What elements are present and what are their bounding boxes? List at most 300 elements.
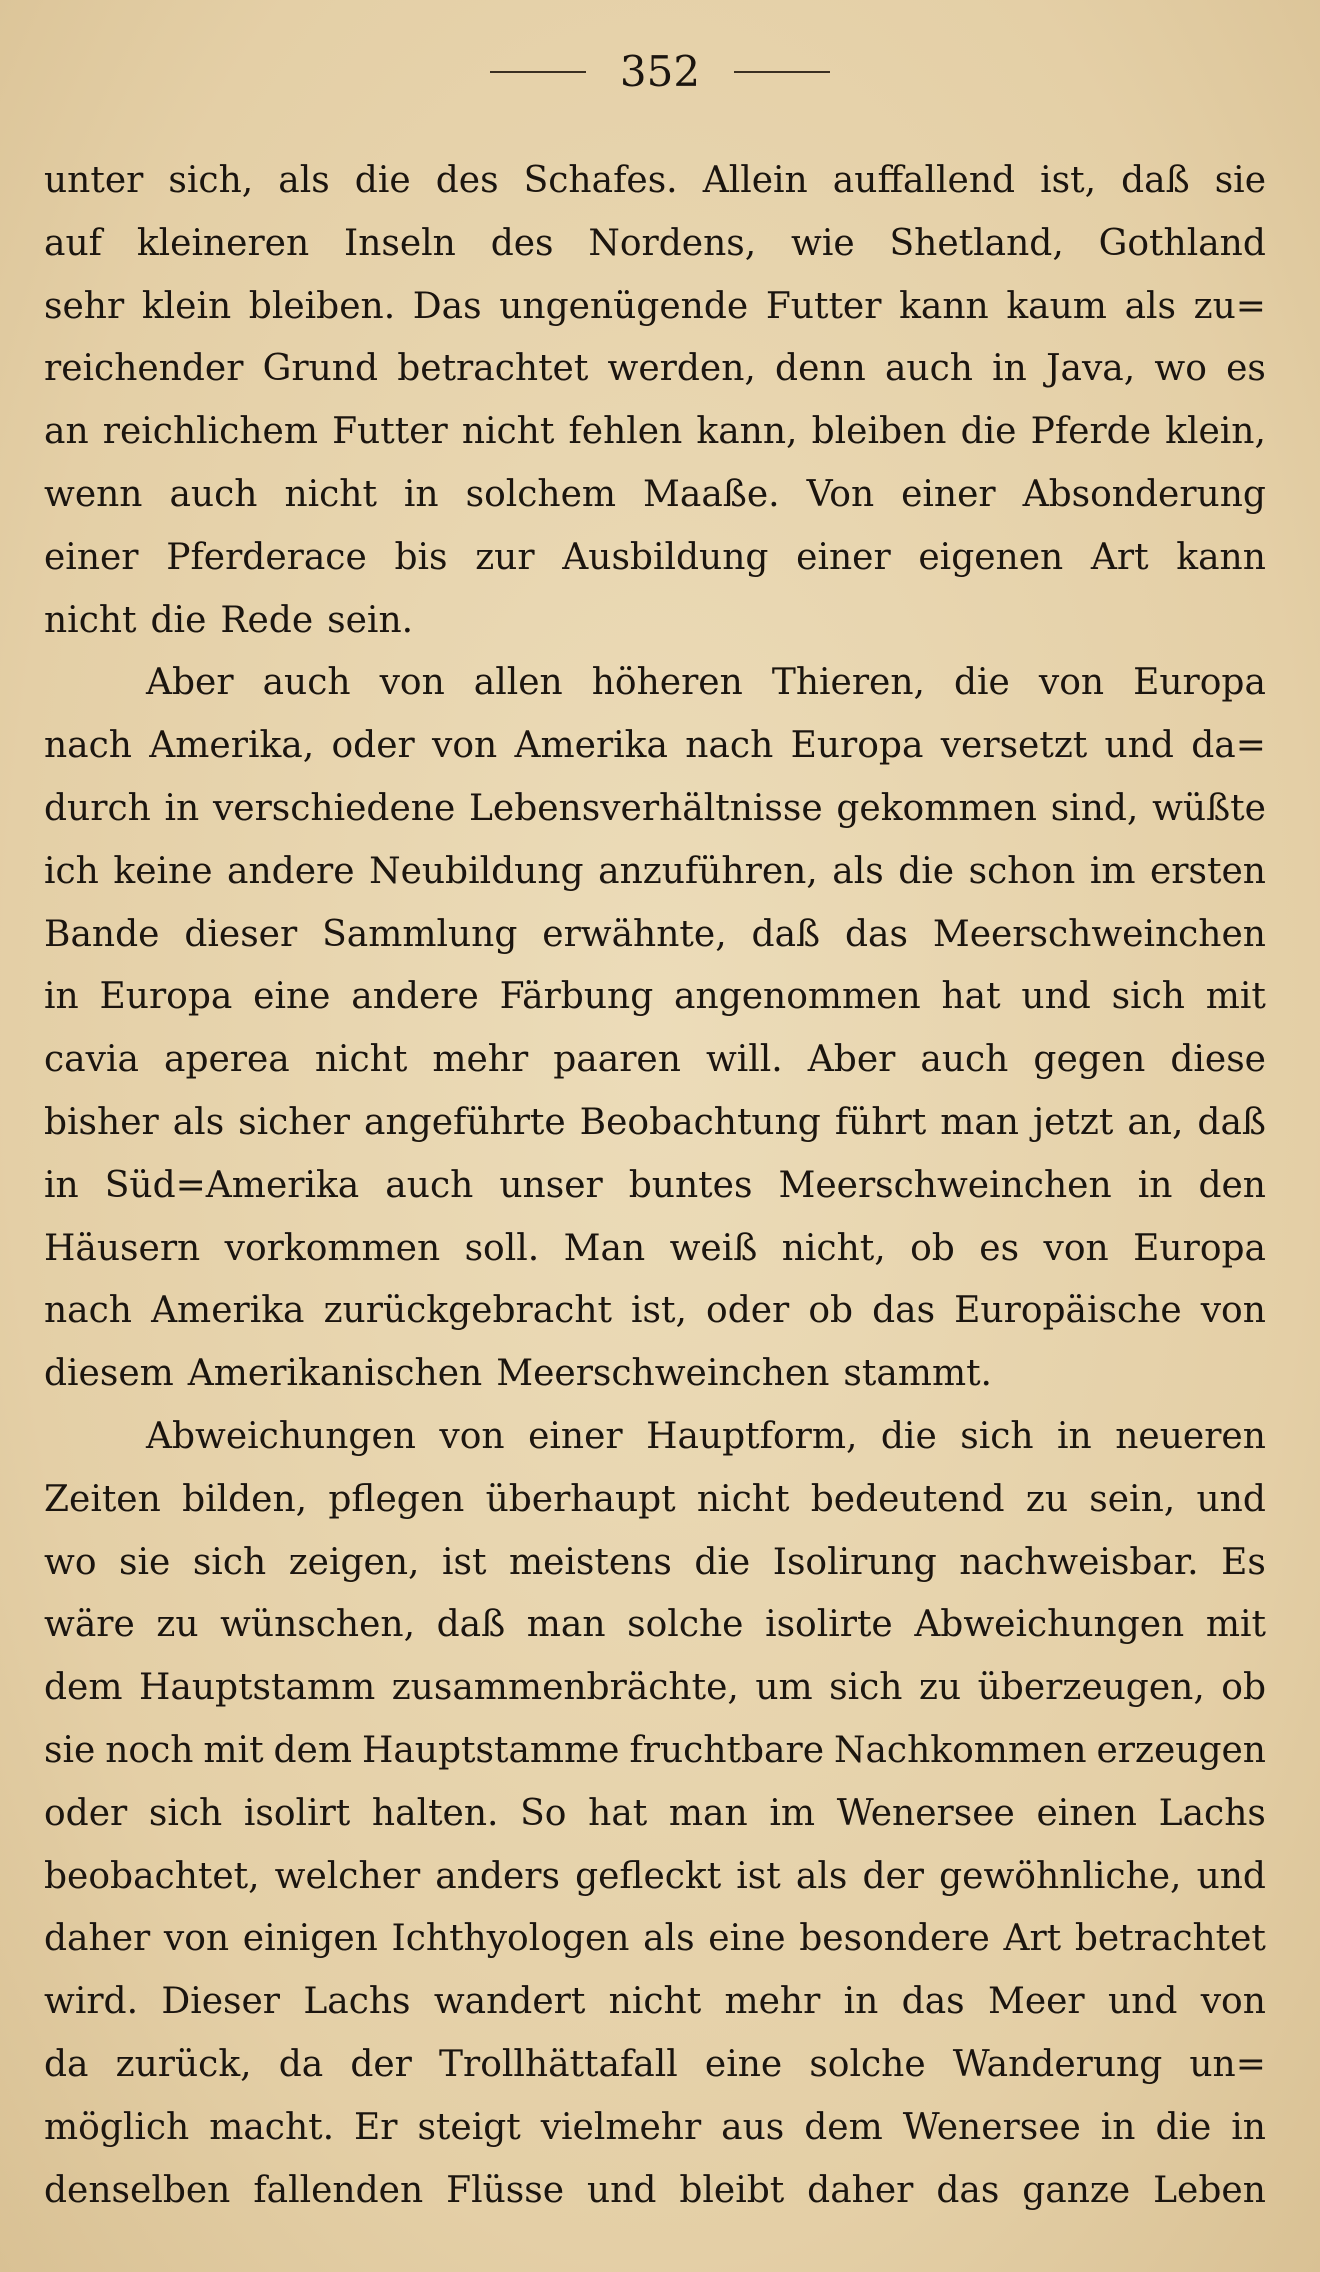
text-line (44, 1532, 1266, 1595)
word: das (844, 913, 908, 955)
word: bisher (44, 1101, 159, 1143)
word: auch (920, 1039, 1009, 1081)
word: Bande (44, 913, 160, 955)
word: im (769, 1792, 816, 1834)
word: Wanderung (952, 2043, 1163, 2085)
word: von (439, 1415, 505, 1457)
word: oder (706, 1290, 790, 1332)
word: sich (829, 1667, 903, 1709)
word: einer (44, 536, 139, 578)
word: betrachtet (397, 348, 589, 390)
word: die (960, 411, 1017, 453)
word: will. (705, 1039, 783, 1081)
word: zeigen, (288, 1541, 420, 1583)
page-header (0, 42, 1320, 102)
word: eine (253, 976, 331, 1018)
word: mehr (432, 1039, 529, 1081)
word: Dieser (161, 1981, 281, 2023)
word: jetzt (1032, 1101, 1114, 1143)
word: Europa (1133, 662, 1266, 704)
word: Thieren, (771, 662, 925, 704)
word: ungenügende (499, 285, 749, 327)
word: zusammenbrächte, (391, 1667, 739, 1709)
word: nicht (608, 1981, 702, 2023)
word: Nordens, (588, 222, 757, 264)
word: Art (1090, 536, 1149, 578)
word: Shetland, (889, 222, 1064, 264)
word: nicht, (781, 1227, 886, 1269)
word: von (379, 662, 445, 704)
word: des (490, 222, 554, 264)
word: mit (203, 1729, 264, 1771)
word: versetzt (940, 725, 1088, 767)
word: gefleckt (575, 1855, 722, 1897)
word: sie (44, 1729, 96, 1771)
word: Zeiten (44, 1478, 161, 1520)
word: Von (806, 473, 875, 515)
word: andere (351, 976, 479, 1018)
word: in (44, 976, 79, 1018)
word: in (992, 348, 1027, 390)
word: es (1226, 348, 1266, 390)
word: Amerika (514, 725, 668, 767)
word: stammt. (843, 1353, 992, 1395)
word: Meerschweinchen (932, 913, 1266, 955)
word: wüßte (1152, 787, 1266, 829)
word: ich (44, 850, 99, 892)
word: kleineren (136, 222, 310, 264)
word: daß (1121, 160, 1190, 201)
word: kann, (696, 411, 798, 453)
word: bis (394, 536, 448, 578)
word: und (1107, 1981, 1178, 2023)
word: wandert (433, 1981, 586, 2023)
word: von (163, 1918, 230, 1960)
word: Häusern (44, 1227, 201, 1269)
word: ist (736, 1855, 781, 1897)
word: allen (473, 662, 563, 704)
word: keine (113, 850, 213, 892)
word: dieser (184, 913, 298, 955)
text-line (44, 213, 1266, 276)
word: isolirt (243, 1792, 351, 1834)
word: vielmehr (540, 2106, 702, 2148)
text-line (44, 2034, 1266, 2097)
word: die (953, 662, 1010, 704)
word: diesem (44, 1353, 174, 1395)
word: ob (910, 1227, 955, 1269)
word: einer (528, 1415, 623, 1457)
word: von (432, 725, 498, 767)
word: reichlichem (102, 411, 318, 453)
word: ganze (1022, 2169, 1131, 2211)
word: Ausbildung (562, 536, 769, 578)
word: Abweichungen (914, 1604, 1185, 1646)
word: wie (791, 222, 855, 264)
text-line (44, 1343, 1266, 1406)
text-line (44, 1469, 1266, 1532)
word: erzeugen (1096, 1729, 1266, 1771)
word: aperea (163, 1039, 290, 1081)
word: Wenersee (836, 1792, 1015, 1834)
word: klein, (1165, 411, 1266, 453)
word: das (872, 1290, 936, 1332)
word: Java, (1046, 348, 1136, 390)
word: gegen (1033, 1039, 1146, 1081)
word: Amerikanischen (187, 1353, 483, 1395)
word: möglich (44, 2106, 190, 2148)
text-line (44, 1908, 1266, 1971)
word: vorkommen (224, 1227, 441, 1269)
word: auffallend (832, 160, 1016, 201)
word: Beobachtung (579, 1101, 821, 1143)
word: wünschen, (220, 1604, 416, 1646)
word: nach (44, 725, 132, 767)
word: die (1155, 2106, 1212, 2148)
text-line (44, 1657, 1266, 1720)
word: zurück, (115, 2043, 252, 2085)
word: in (44, 1164, 79, 1206)
word: Abweichungen (146, 1415, 416, 1457)
page-number: 352 (619, 47, 701, 96)
word: einen (1036, 1792, 1137, 1834)
word: aus (721, 2106, 785, 2148)
word: mehr (724, 1981, 821, 2023)
text-line (44, 1406, 1266, 1469)
word: soll. (464, 1227, 540, 1269)
word: wird. (44, 1981, 139, 2023)
text-line (44, 1280, 1266, 1343)
word: Rede (220, 599, 314, 641)
text-line (44, 1029, 1266, 1092)
word: reichender (44, 348, 244, 390)
word: und (1021, 976, 1091, 1018)
word: So (520, 1792, 567, 1834)
word: sie (119, 1541, 171, 1583)
word: Europa (790, 725, 924, 767)
word: Hauptstamme (361, 1729, 620, 1771)
word: und (1196, 1478, 1266, 1520)
word: Art (1003, 1918, 1062, 1960)
word: sich (960, 1415, 1034, 1457)
word: ob (1221, 1667, 1266, 1709)
word: den (1198, 1164, 1266, 1206)
word: sein. (327, 599, 414, 641)
word: durch (44, 787, 151, 829)
word: ist, (1040, 160, 1097, 201)
word: von (1200, 1981, 1266, 2023)
text-line (44, 590, 1266, 653)
word: da= (1191, 725, 1266, 767)
word: mit (1205, 976, 1266, 1018)
word: bleiben (811, 411, 947, 453)
word: wäre (44, 1604, 135, 1646)
word: zu= (1193, 285, 1266, 327)
word: nicht (461, 411, 555, 453)
word: Nachkommen (833, 1729, 1087, 1771)
word: auch (169, 473, 258, 515)
word: nach (685, 725, 774, 767)
word: Flüsse (446, 2169, 565, 2211)
word: zu (918, 1667, 962, 1709)
word: des (435, 160, 499, 201)
word: gekommen (836, 787, 1037, 829)
word: wo (1154, 348, 1207, 390)
word: höheren (591, 662, 743, 704)
word: hat (588, 1792, 648, 1834)
word: der (350, 2043, 412, 2085)
word: Hauptstamm (138, 1667, 376, 1709)
word: Ichthyologen (391, 1918, 630, 1960)
word: Sammlung (322, 913, 518, 955)
word: zu (156, 1604, 199, 1646)
text-line (44, 1720, 1266, 1783)
word: dem (44, 1667, 123, 1709)
word: sich (192, 1541, 267, 1583)
word: ob (808, 1290, 854, 1332)
word: Aber (146, 662, 234, 704)
word: in (1057, 1415, 1092, 1457)
word: Lachs (303, 1981, 411, 2023)
word: paaren (553, 1039, 681, 1081)
word: nicht (314, 1039, 408, 1081)
word: Amerika (151, 1290, 305, 1332)
word: ist, (631, 1290, 687, 1332)
word: eine (708, 1918, 786, 1960)
word: von (1200, 1290, 1266, 1332)
text-line (44, 966, 1266, 1029)
word: sehr (44, 285, 125, 327)
word: Europa (99, 976, 233, 1018)
text-line (44, 527, 1266, 590)
word: da (278, 2043, 324, 2085)
word: nicht (44, 599, 137, 641)
word: Europäische (954, 1290, 1182, 1332)
word: Futter (765, 285, 882, 327)
word: buntes (628, 1164, 753, 1206)
word: cavia (44, 1039, 139, 1081)
word: klein (141, 285, 232, 327)
text-line (44, 2097, 1266, 2160)
word: nicht (696, 1478, 790, 1520)
word: solchem (465, 473, 617, 515)
word: sind, (1050, 787, 1139, 829)
word: kann (899, 285, 989, 327)
word: als (832, 850, 884, 892)
word: denn (775, 348, 866, 390)
word: und (1104, 725, 1174, 767)
word: mit (1205, 1604, 1266, 1646)
word: solche (809, 2043, 926, 2085)
word: Hauptform, (646, 1415, 858, 1457)
word: wenn (44, 473, 143, 515)
word: einer (901, 473, 996, 515)
word: Färbung (499, 976, 654, 1018)
word: bleiben. (248, 285, 396, 327)
word: an, (1127, 1101, 1184, 1143)
text-line (44, 715, 1266, 778)
word: und (1196, 1855, 1266, 1897)
word: an (44, 411, 89, 453)
word: daher (44, 1918, 151, 1960)
text-line (44, 464, 1266, 527)
text-line (44, 841, 1266, 904)
word: schon (968, 850, 1076, 892)
word: macht. (209, 2106, 335, 2148)
word: das (901, 1981, 965, 2023)
word: weiß (669, 1227, 758, 1269)
word: nach (44, 1290, 132, 1332)
word: eigenen (918, 536, 1064, 578)
word: als (1124, 285, 1177, 327)
word: eine (704, 2043, 783, 2085)
text-line (44, 1594, 1266, 1657)
word: als (643, 1918, 695, 1960)
word: noch (105, 1729, 194, 1771)
word: das (936, 2169, 1000, 2211)
word: gewöhnliche, (939, 1855, 1182, 1897)
word: Pferde (1030, 411, 1152, 453)
body-text (44, 150, 1266, 2222)
word: unter (44, 160, 144, 201)
word: nicht (284, 473, 377, 515)
word: beobachtet, (44, 1855, 260, 1897)
text-line (44, 904, 1266, 967)
word: sicher (238, 1101, 351, 1143)
word: anders (435, 1855, 560, 1897)
word: ist (441, 1541, 487, 1583)
word: Isolirung (772, 1541, 937, 1583)
word: in (843, 1981, 879, 2023)
word: steigt (417, 2106, 521, 2148)
word: Gothland (1098, 222, 1266, 264)
word: bilden, (182, 1478, 308, 1520)
word: daß (1197, 1101, 1266, 1143)
word: Leben (1153, 2169, 1266, 2211)
word: betrachtet (1074, 1918, 1266, 1960)
text-line (44, 1846, 1266, 1909)
word: wo (44, 1541, 97, 1583)
word: kann (1176, 536, 1266, 578)
text-line (44, 778, 1266, 841)
word: man (940, 1101, 1019, 1143)
word: Schafes. (523, 160, 678, 201)
word: besondere (799, 1918, 990, 1960)
word: im (1089, 850, 1136, 892)
word: Lachs (1158, 1792, 1266, 1834)
word: Neubildung (369, 850, 584, 892)
word: Wenersee (902, 2106, 1081, 2148)
word: als (795, 1855, 848, 1897)
text-line (44, 276, 1266, 339)
word: Meer (987, 1981, 1085, 2023)
word: unser (499, 1164, 603, 1206)
text-line (44, 652, 1266, 715)
word: dem (273, 1729, 352, 1771)
text-line (44, 401, 1266, 464)
word: Absonderung (1022, 473, 1266, 515)
word: fehlen (568, 411, 683, 453)
text-line (44, 150, 1266, 213)
word: andere (227, 850, 355, 892)
word: welcher (274, 1855, 421, 1897)
word: die (354, 160, 411, 201)
text-line (44, 338, 1266, 401)
word: Man (563, 1227, 646, 1269)
word: zur (475, 536, 535, 578)
word: führt (834, 1101, 927, 1143)
word: Meerschweinchen (778, 1164, 1112, 1206)
word: Europa (1133, 1227, 1266, 1269)
word: solche (627, 1604, 744, 1646)
word: kaum (1006, 285, 1107, 327)
word: auch (262, 662, 351, 704)
word: bedeutend (810, 1478, 1005, 1520)
word: auf (44, 222, 102, 264)
text-line (44, 2160, 1266, 2223)
word: dem (804, 2106, 883, 2148)
word: der (862, 1855, 924, 1897)
word: man (668, 1792, 748, 1834)
word: Maaße. (643, 473, 780, 515)
word: in (1100, 2106, 1136, 2148)
word: isolirte (765, 1604, 893, 1646)
text-line (44, 1092, 1266, 1155)
word: auch (385, 1164, 474, 1206)
word: sich (148, 1792, 223, 1834)
word: Es (1221, 1541, 1266, 1583)
word: angenommen (674, 976, 921, 1018)
text-line (44, 1218, 1266, 1281)
word: halten. (371, 1792, 499, 1834)
word: überhaupt (485, 1478, 676, 1520)
word: hat (941, 976, 1001, 1018)
word: Allein (702, 160, 808, 201)
word: Grund (262, 348, 379, 390)
word: die (898, 850, 955, 892)
word: die (880, 1415, 937, 1457)
word: werden, (607, 348, 756, 390)
word: verschiedene (212, 787, 456, 829)
word: pflegen (328, 1478, 465, 1520)
header-rule-right (734, 71, 830, 73)
word: oder (331, 725, 415, 767)
word: neueren (1115, 1415, 1266, 1457)
word: Lebensverhältnisse (469, 787, 823, 829)
word: sein, (1089, 1478, 1176, 1520)
word: Das (412, 285, 482, 327)
word: sie (1214, 160, 1266, 201)
word: es (979, 1227, 1020, 1269)
word: angeführte (364, 1101, 566, 1143)
word: in (164, 787, 200, 829)
word: von (1038, 662, 1105, 704)
word: daß (751, 913, 821, 955)
word: sich, (168, 160, 254, 201)
word: als (172, 1101, 225, 1143)
word: zu (1025, 1478, 1069, 1520)
word: und (586, 2169, 657, 2211)
word: einigen (242, 1918, 378, 1960)
word: zurückgebracht (323, 1290, 612, 1332)
text-line (44, 1783, 1266, 1846)
word: Futter (332, 411, 448, 453)
word: von (1043, 1227, 1109, 1269)
word: meistens (508, 1541, 672, 1583)
word: Trollhättafall (439, 2043, 678, 2085)
word: fallenden (253, 2169, 424, 2211)
word: nachweisbar. (959, 1541, 1199, 1583)
